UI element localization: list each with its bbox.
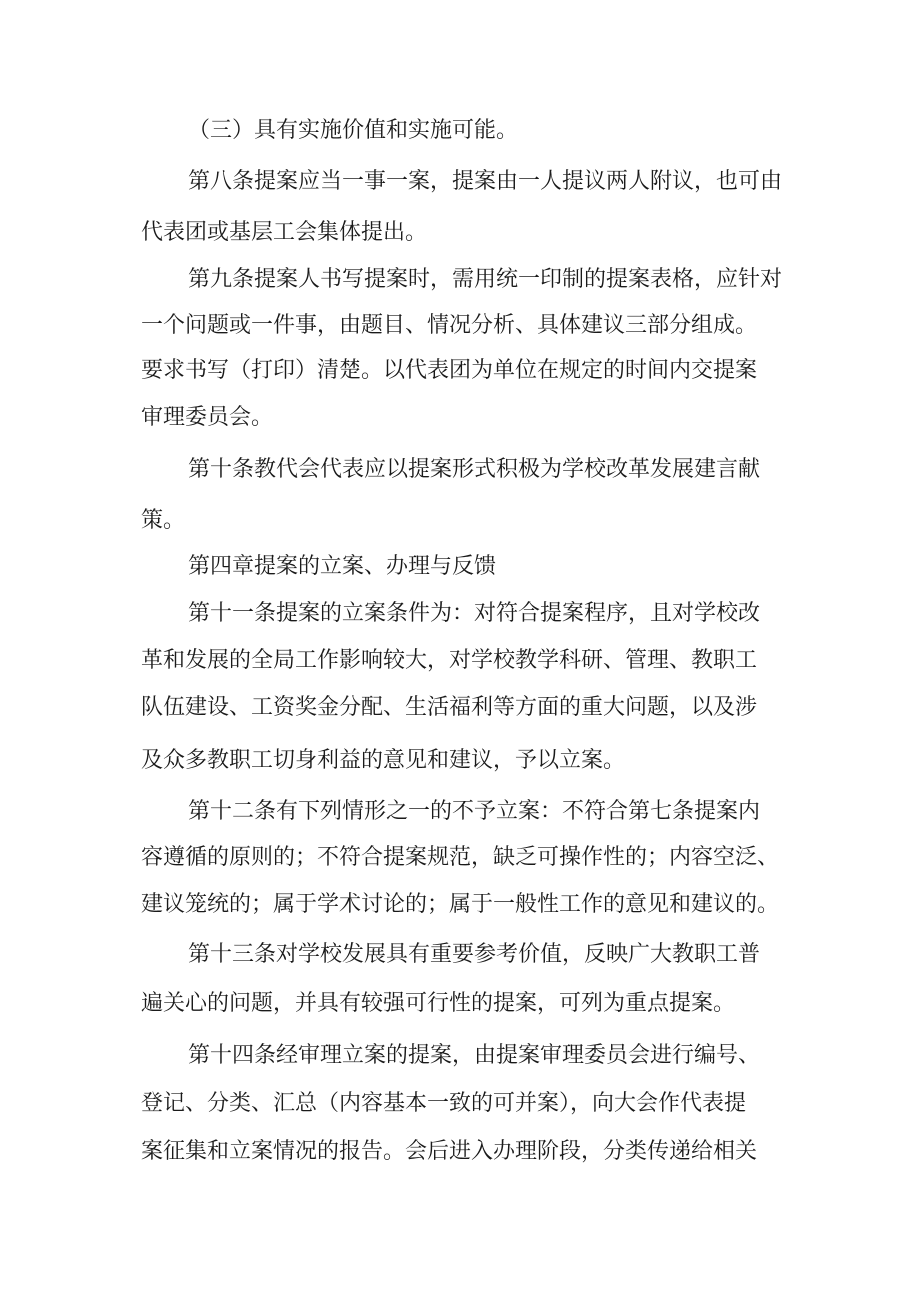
text-line: 第十一条提案的立案条件为：对符合提案程序，且对学校改 [188, 601, 761, 626]
text-line: 遍关心的问题，并具有较强可行性的提案，可列为重点提案。 [141, 991, 736, 1016]
chapter-heading: 第四章提案的立案、办理与反馈 [188, 554, 497, 579]
text-line: 一个问题或一件事，由题目、情况分析、具体建议三部分组成。 [141, 313, 758, 338]
text-line: 登记、分类、汇总（内容基本一致的可并案），向大会作代表提 [141, 1091, 747, 1116]
text-line: （三）具有实施价值和实施可能。 [188, 118, 519, 143]
text-line: 策。 [141, 508, 186, 533]
text-line: 建议笼统的；属于学术讨论的；属于一般性工作的意见和建议的。 [141, 892, 780, 917]
text-line: 要求书写（打印）清楚。以代表团为单位在规定的时间内交提案 [141, 358, 758, 383]
text-line: 案征集和立案情况的报告。会后进入办理阶段，分类传递给相关 [141, 1139, 758, 1164]
text-line: 代表团或基层工会集体提出。 [141, 220, 428, 245]
text-line: 革和发展的全局工作影响较大，对学校教学科研、管理、教职工 [141, 648, 758, 673]
text-line: 审理委员会。 [141, 405, 274, 430]
text-line: 第八条提案应当一事一案，提案由一人提议两人附议，也可由 [188, 169, 783, 194]
text-line: 第十二条有下列情形之一的不予立案：不符合第七条提案内 [188, 799, 761, 824]
text-line: 队伍建设、工资奖金分配、生活福利等方面的重大问题，以及涉 [141, 695, 758, 720]
text-line: 第十四条经审理立案的提案，由提案审理委员会进行编号、 [188, 1043, 761, 1068]
text-line: 容遵循的原则的；不符合提案规范，缺乏可操作性的；内容空泛、 [141, 845, 780, 870]
text-line: 第九条提案人书写提案时，需用统一印制的提案表格，应针对 [188, 267, 783, 292]
text-line: 及众多教职工切身利益的意见和建议，予以立案。 [141, 748, 626, 773]
text-line: 第十三条对学校发展具有重要参考价值，反映广大教职工普 [188, 942, 761, 967]
text-line: 第十条教代会代表应以提案形式积极为学校改革发展建言献 [188, 457, 761, 482]
